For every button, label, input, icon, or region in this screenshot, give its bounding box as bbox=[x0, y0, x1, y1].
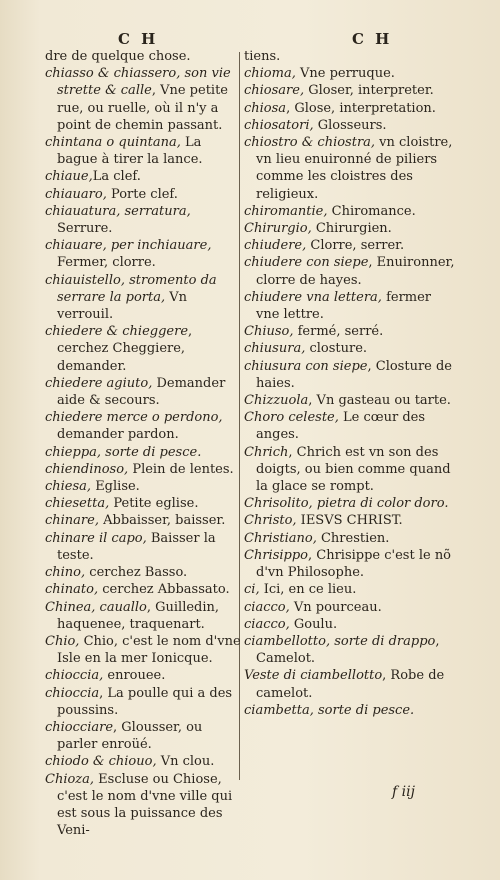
entry-definition: Vn pourceau. bbox=[289, 599, 382, 615]
entry-definition: Baisser la teste. bbox=[57, 530, 216, 563]
dictionary-entry bbox=[244, 667, 456, 701]
entry-headword: Chiuso, bbox=[244, 324, 294, 340]
entry-headword: chiodo & chiouo, bbox=[45, 754, 157, 770]
entry-definition: demander pardon. bbox=[57, 427, 179, 443]
dictionary-entry bbox=[45, 564, 245, 581]
entry-headword: chiocciare bbox=[45, 719, 114, 735]
entry-definition: Le cœur des anges. bbox=[256, 410, 426, 443]
dictionary-entry bbox=[244, 100, 456, 117]
dictionary-entry bbox=[45, 409, 245, 443]
entry-headword: chiostro & chiostra, bbox=[244, 135, 376, 151]
left-column bbox=[45, 48, 245, 839]
entry-definition: closture. bbox=[305, 341, 368, 357]
entry-definition: Vn verrouil. bbox=[57, 289, 188, 323]
dictionary-entry bbox=[45, 186, 245, 203]
entry-definition: fermé, serré. bbox=[293, 324, 384, 340]
dictionary-entry bbox=[45, 65, 245, 134]
entry-definition: Petite eglise. bbox=[109, 496, 199, 512]
entry-definition: Vne perruque. bbox=[295, 66, 395, 82]
dictionary-entry bbox=[45, 719, 245, 753]
dictionary-entry bbox=[45, 530, 245, 564]
entry-definition: Demander aide & secours. bbox=[57, 375, 226, 409]
entry-headword: Veste di ciambellotto bbox=[244, 668, 383, 684]
entry-definition: Chrestien. bbox=[316, 530, 390, 546]
entry-definition: , Robe de camelot. bbox=[256, 668, 445, 701]
entry-definition: Porte clef. bbox=[106, 186, 178, 202]
entry-definition: IESVS CHRIST. bbox=[296, 513, 403, 529]
entry-definition: dre de quelque chose. bbox=[45, 49, 191, 64]
entry-definition: Plein de lentes. bbox=[128, 461, 234, 477]
dictionary-entry bbox=[45, 633, 245, 667]
dictionary-entry bbox=[244, 237, 456, 254]
entry-headword: chiedere agiuto, bbox=[45, 375, 153, 391]
entry-headword: Chio, bbox=[45, 633, 80, 649]
dictionary-entry bbox=[45, 323, 245, 375]
entry-definition: Goulu. bbox=[289, 616, 338, 632]
entry-definition: La clef. bbox=[92, 169, 141, 185]
dictionary-entry bbox=[45, 168, 245, 185]
entry-definition: cerchez Abbassato. bbox=[98, 582, 230, 598]
entry-headword: Christiano, bbox=[244, 530, 317, 546]
dictionary-entry bbox=[244, 203, 456, 220]
dictionary-entry bbox=[244, 323, 456, 340]
dictionary-entry bbox=[45, 444, 245, 461]
entry-headword: chiusura, bbox=[244, 341, 306, 357]
entry-definition: Fermer, clorre. bbox=[57, 255, 156, 271]
entry-definition: , Glousser, ou parler enroüé. bbox=[57, 719, 203, 753]
dictionary-entry bbox=[45, 134, 245, 168]
entry-headword: Chinea, cauallo bbox=[45, 599, 147, 615]
entry-headword: chiosa bbox=[244, 100, 287, 116]
dictionary-entry bbox=[45, 272, 245, 324]
dictionary-entry bbox=[244, 220, 456, 237]
dictionary-entry bbox=[45, 48, 245, 65]
entry-definition: cerchez Basso. bbox=[85, 565, 188, 581]
dictionary-entry bbox=[45, 685, 245, 719]
entry-definition: enrouee. bbox=[103, 668, 166, 684]
entry-headword: chiromantie, bbox=[244, 203, 328, 219]
signature-mark: f iij bbox=[392, 784, 415, 800]
dictionary-entry bbox=[244, 581, 456, 598]
dictionary-entry bbox=[45, 512, 245, 529]
dictionary-entry bbox=[244, 512, 456, 529]
dictionary-entry bbox=[244, 495, 456, 512]
entry-headword: chiudere, bbox=[244, 238, 307, 254]
entry-headword: chiesetta, bbox=[45, 496, 110, 512]
entry-definition: fermer vne lettre. bbox=[256, 289, 432, 323]
entry-headword: Chrich bbox=[244, 444, 289, 460]
dictionary-entry bbox=[45, 581, 245, 598]
entry-headword: chiauaro, bbox=[45, 186, 107, 202]
entry-headword: Chirurgio, bbox=[244, 221, 312, 237]
entry-headword: Chrisippo bbox=[244, 547, 308, 563]
entry-headword: chiedere & chieggere bbox=[45, 324, 189, 340]
entry-headword: chiudere con siepe bbox=[244, 255, 369, 271]
entry-headword: chino, bbox=[45, 565, 86, 581]
dictionary-entry bbox=[45, 461, 245, 478]
entry-headword: chiedere merce o perdono, bbox=[45, 410, 223, 426]
dictionary-entry bbox=[244, 444, 456, 496]
dictionary-entry bbox=[45, 375, 245, 409]
dictionary-entry bbox=[244, 702, 456, 719]
dictionary-entry bbox=[244, 117, 456, 134]
entry-definition: , Vne petite rue, ou ruelle, où il n'y a point de chemin passant. bbox=[57, 83, 228, 133]
dictionary-entry bbox=[244, 633, 456, 667]
dictionary-entry bbox=[45, 667, 245, 684]
entry-headword: chieppa, sorte di pesce. bbox=[45, 444, 202, 460]
entry-definition: Ici, en ce lieu. bbox=[259, 582, 357, 598]
entry-definition: , Enuironner, clorre de hayes. bbox=[256, 255, 455, 288]
entry-headword: chiosatori, bbox=[244, 117, 314, 133]
entry-headword: Chioza, bbox=[45, 771, 95, 787]
entry-definition: , Chrich est vn son des doigts, ou bien comme quand la glace se rompt. bbox=[256, 444, 451, 495]
entry-definition: , Glose, interpretation. bbox=[286, 100, 436, 116]
entry-definition: Chio, c'est le nom d'vne Isle en la mer Ionicque. bbox=[57, 633, 241, 667]
right-column bbox=[244, 48, 456, 719]
entry-headword: Chrisolito, pietra di color doro. bbox=[244, 496, 449, 512]
entry-definition: , Vn gasteau ou tarte. bbox=[308, 393, 451, 409]
entry-definition: Chiromance. bbox=[327, 203, 416, 219]
entry-definition: , Closture de haies. bbox=[256, 358, 453, 391]
entry-definition: , Chrisippe c'est le nõ d'vn Philosophe. bbox=[256, 547, 452, 581]
entry-definition: Clorre, serrer. bbox=[306, 238, 405, 254]
entry-headword: chinare, bbox=[45, 513, 99, 529]
entry-definition: , La poulle qui a des poussins. bbox=[57, 685, 233, 718]
entry-headword: chioma, bbox=[244, 66, 296, 82]
dictionary-entry bbox=[244, 409, 456, 443]
entry-definition: , Guilledin, haquenee, traquenart. bbox=[57, 599, 220, 632]
entry-definition: , Camelot. bbox=[256, 633, 440, 667]
entry-headword: ciacco, bbox=[244, 616, 290, 632]
dictionary-entry bbox=[45, 771, 245, 840]
entry-headword: chiudere vna lettera, bbox=[244, 289, 382, 305]
entry-headword: chiauare, per inchiauare, bbox=[45, 238, 212, 254]
entry-definition: Escluse ou Chiose, c'est le nom d'vne ville qui est sous la puissance des Veni- bbox=[57, 771, 233, 839]
entry-definition: Eglise. bbox=[91, 479, 140, 495]
entry-headword: chiauistello, stromento da serrare la porta, bbox=[45, 272, 217, 305]
running-header-left: C H bbox=[118, 30, 159, 48]
dictionary-entry bbox=[45, 478, 245, 495]
dictionary-entry bbox=[244, 65, 456, 82]
entry-headword: ciambetta, sorte di pesce. bbox=[244, 702, 415, 718]
entry-definition: Glosseurs. bbox=[313, 117, 387, 133]
entry-definition: Vn clou. bbox=[156, 754, 215, 770]
entry-definition: Abbaisser, baisser. bbox=[98, 513, 226, 529]
entry-headword: ciacco, bbox=[244, 599, 290, 615]
dictionary-entry bbox=[244, 289, 456, 323]
entry-definition: tiens. bbox=[244, 49, 281, 64]
dictionary-entry bbox=[244, 599, 456, 616]
dictionary-entry bbox=[45, 495, 245, 512]
dictionary-entry bbox=[244, 254, 456, 288]
entry-headword: chinato, bbox=[45, 582, 99, 598]
dictionary-entry bbox=[244, 616, 456, 633]
entry-headword: chiaue, bbox=[45, 169, 93, 185]
dictionary-entry bbox=[45, 203, 245, 237]
dictionary-entry bbox=[244, 82, 456, 99]
entry-headword: Chizzuola bbox=[244, 393, 309, 409]
entry-headword: Choro celeste, bbox=[244, 410, 339, 426]
entry-headword: chioccia, bbox=[45, 668, 104, 684]
entry-definition: vn cloistre, vn lieu enuironné de piliers comme les cloistres des religieux. bbox=[256, 135, 453, 202]
dictionary-entry bbox=[244, 48, 456, 65]
entry-headword: chiusura con siepe bbox=[244, 358, 368, 374]
dictionary-entry bbox=[244, 340, 456, 357]
entry-definition: Chirurgien. bbox=[311, 221, 392, 237]
entry-headword: chiauatura, serratura, bbox=[45, 203, 191, 219]
entry-headword: Christo, bbox=[244, 513, 297, 529]
entry-headword: chioccia bbox=[45, 685, 100, 701]
entry-definition: Gloser, interpreter. bbox=[304, 83, 434, 99]
entry-headword: chiosare, bbox=[244, 83, 305, 99]
entry-definition: Serrure. bbox=[57, 221, 113, 237]
entry-headword: chiesa, bbox=[45, 479, 92, 495]
dictionary-entry bbox=[244, 547, 456, 581]
entry-headword: ciambellotto, sorte di drappo bbox=[244, 633, 436, 649]
dictionary-entry bbox=[45, 237, 245, 271]
entry-headword: ci, bbox=[244, 582, 260, 598]
entry-headword: chiasso & chiassero, son vie strette & calle bbox=[45, 66, 231, 99]
dictionary-entry bbox=[244, 530, 456, 547]
entry-headword: chintana o quintana, bbox=[45, 135, 181, 151]
entry-headword: chiendinoso, bbox=[45, 461, 129, 477]
dictionary-entry bbox=[45, 753, 245, 770]
entry-definition: , cerchez Cheggiere, demander. bbox=[57, 324, 193, 374]
entry-headword: chinare il capo, bbox=[45, 530, 147, 546]
dictionary-entry bbox=[244, 358, 456, 392]
running-header-right: C H bbox=[352, 30, 393, 48]
entry-definition: La bague à tirer la lance. bbox=[57, 135, 203, 168]
dictionary-entry bbox=[244, 134, 456, 203]
dictionary-entry bbox=[45, 599, 245, 633]
dictionary-entry bbox=[244, 392, 456, 409]
